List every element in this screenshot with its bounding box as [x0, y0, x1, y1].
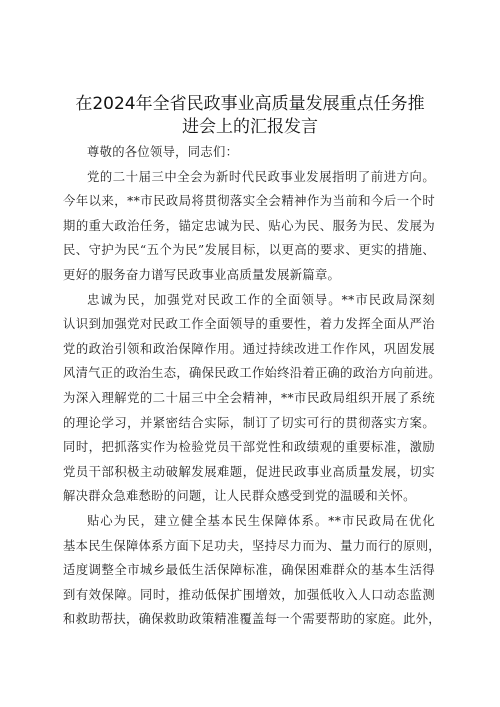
paragraph-line: 到有效保障。同时，推动低保扩围增效，加强低收入人口动态监测 — [63, 587, 435, 602]
paragraph-line: 党的政治引领和政治保障作用。通过持续改进工作作风，巩固发展 — [63, 341, 435, 356]
paragraph-line: 贴心为民，建立健全基本民生保障体系。**市民政局在优化 — [87, 513, 435, 528]
document-title-line-1: 在2024年全省民政事业高质量发展重点任务推 — [75, 94, 425, 114]
paragraph-line: 今年以来，**市民政局将贯彻落实全会精神作为当前和今后一个时 — [63, 194, 435, 209]
paragraph-line: 适度调整全市城乡最低生活保障标准，确保困难群众的基本生活得 — [63, 563, 435, 578]
paragraph-line: 认识到加强党对民政工作全面领导的重要性，着力发挥全面从严治 — [63, 317, 435, 332]
paragraph-line: 同时，把抓落实作为检验党员干部党性和政绩观的重要标准，激励 — [63, 440, 435, 455]
paragraph-line: 民、守护为民“五个为民”发展目标，以更高的要求、更实的措施、 — [63, 243, 435, 258]
document-title-line-2: 进会上的汇报发言 — [182, 117, 318, 137]
paragraph-line: 忠诚为民，加强党对民政工作的全面领导。**市民政局深刻 — [87, 292, 435, 307]
paragraph-line: 更好的服务奋力谱写民政事业高质量发展新篇章。 — [63, 267, 341, 282]
paragraph-line: 基本民生保障体系方面下足功夫，坚持尽力而为、量力而行的原则， — [63, 538, 441, 553]
paragraph-line: 的理论学习，并紧密结合实际，制订了切实可行的贯彻落实方案。 — [63, 415, 435, 430]
paragraph-line: 风清气正的政治生态，确保民政工作始终沿着正确的政治方向前进。 — [63, 366, 441, 381]
paragraph-line: 为深入理解党的二十届三中全会精神，**市民政局组织开展了系统 — [63, 390, 435, 405]
paragraph-2 — [63, 288, 441, 509]
paragraph-3 — [63, 509, 441, 632]
paragraph-line: 党员干部积极主动破解发展难题，促进民政事业高质量发展，切实 — [63, 464, 435, 479]
paragraph-line: 解决群众急难愁盼的问题，让人民群众感受到党的温暖和关怀。 — [63, 489, 416, 504]
paragraph-line: 党的二十届三中全会为新时代民政事业发展指明了前进方向。 — [87, 169, 435, 184]
salutation: 尊敬的各位领导，同志们： — [87, 145, 239, 159]
paragraph-1 — [63, 165, 435, 288]
paragraph-line: 期的重大政治任务，锚定忠诚为民、贴心为民、服务为民、发展为 — [63, 218, 435, 233]
document-body — [63, 140, 441, 632]
paragraph-line: 和救助帮扶，确保救助政策精准覆盖每一个需要帮助的家庭。此外， — [63, 612, 441, 627]
